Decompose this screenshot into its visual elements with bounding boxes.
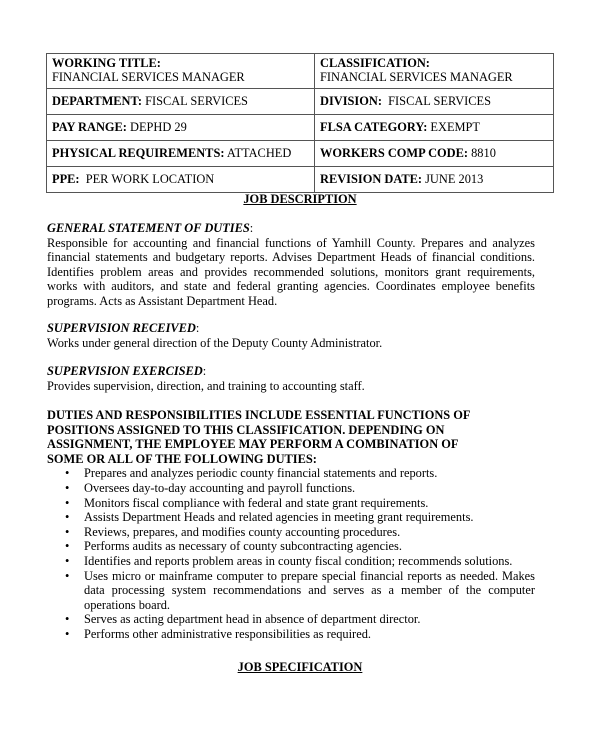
- working-title-value: FINANCIAL SERVICES MANAGER: [52, 70, 245, 84]
- general-statement-colon: :: [249, 221, 254, 235]
- flsa-cell: [315, 115, 554, 141]
- pay-range-cell: [47, 115, 315, 141]
- bullet-icon: •: [65, 524, 70, 539]
- workers-comp-label: WORKERS COMP CODE:: [320, 146, 469, 160]
- bullet-icon: •: [65, 480, 70, 495]
- flsa-label: FLSA CATEGORY:: [320, 120, 428, 134]
- ppe-cell: [47, 167, 315, 193]
- division-cell: [315, 89, 554, 115]
- supervision-exercised-section: [47, 364, 535, 393]
- pay-range-value: DEPHD 29: [126, 120, 187, 134]
- working-title-label: WORKING TITLE:: [52, 56, 161, 70]
- ppe-value: PER WORK LOCATION: [79, 172, 215, 186]
- supervision-exercised-heading: SUPERVISION EXERCISED: [47, 364, 203, 378]
- department-value: FISCAL SERVICES: [141, 94, 248, 108]
- job-description-title: JOB DESCRIPTION: [243, 192, 357, 206]
- duty-item: • Uses micro or mainframe computer to prepare special financial reports as needed. Makes data processing system recommendations and serves as a member of the computer operations board.: [65, 568, 535, 612]
- classification-value: FINANCIAL SERVICES MANAGER: [320, 70, 513, 84]
- classification-cell: [315, 54, 554, 89]
- pay-range-label: PAY RANGE:: [52, 120, 127, 134]
- duty-item: • Performs other administrative responsibilities as required.: [65, 626, 371, 641]
- duty-item: • Serves as acting department head in absence of department director.: [65, 612, 421, 627]
- general-statement-text: Responsible for accounting and financial functions of Yamhill County. Prepares and analyzes financial statements and budgetary reports. Advises Department Heads of financial conditions. Identifies problem areas and provides recommended solutions, monitors grant requirements, works with auditors, and state and federal granting agencies. Coordinates employee benefits programs. Acts as Assistant Department Head.: [47, 235, 535, 308]
- department-cell: [47, 89, 315, 115]
- duty-item: • Reviews, prepares, and modifies county accounting procedures.: [65, 524, 401, 539]
- revision-date-label: REVISION DATE:: [320, 172, 423, 186]
- supervision-received-colon: :: [195, 321, 200, 335]
- duty-item: • Prepares and analyzes periodic county financial statements and reports.: [65, 466, 438, 481]
- classification-label: CLASSIFICATION:: [320, 56, 430, 70]
- department-label: DEPARTMENT:: [52, 94, 142, 108]
- revision-date-value: JUNE 2013: [422, 172, 484, 186]
- duty-item: • Oversees day-to-day accounting and payroll functions.: [65, 480, 356, 495]
- bullet-icon: •: [65, 626, 70, 641]
- supervision-received-section: [47, 321, 535, 350]
- supervision-exercised-text: Provides supervision, direction, and training to accounting staff.: [47, 378, 365, 393]
- revision-date-cell: [315, 167, 554, 193]
- job-info-table: [46, 53, 554, 193]
- flsa-value: EXEMPT: [427, 120, 480, 134]
- bullet-icon: •: [65, 539, 70, 554]
- bullet-icon: •: [65, 553, 70, 568]
- ppe-label: PPE:: [52, 172, 80, 186]
- division-label: DIVISION:: [320, 94, 382, 108]
- duty-item: • Identifies and reports problem areas in county fiscal condition; recommends solutions.: [65, 553, 513, 568]
- general-statement-heading: GENERAL STATEMENT OF DUTIES: [47, 221, 250, 235]
- workers-comp-value: 8810: [468, 146, 496, 160]
- job-specification-title: JOB SPECIFICATION: [237, 660, 363, 674]
- duties-heading: DUTIES AND RESPONSIBILITIES INCLUDE ESSENTIAL FUNCTIONS OF POSITIONS ASSIGNED TO THIS CLASSIFICATION. DEPENDING ON ASSIGNMENT, THE EMPLOYEE MAY PERFORM A COMBINATION OF SOME OR ALL OF THE FOLLOWING DUTIES:: [47, 408, 471, 466]
- workers-comp-cell: [315, 141, 554, 167]
- general-statement-section: [47, 221, 535, 309]
- working-title-cell: [47, 54, 315, 89]
- duty-item: • Assists Department Heads and related agencies in meeting grant requirements.: [65, 510, 474, 525]
- bullet-icon: •: [65, 568, 70, 583]
- bullet-icon: •: [65, 466, 70, 481]
- supervision-exercised-colon: :: [202, 364, 207, 378]
- physical-requirements-cell: [47, 141, 315, 167]
- bullet-icon: •: [65, 495, 70, 510]
- duty-item: • Performs audits as necessary of county subcontracting agencies.: [65, 539, 402, 554]
- bullet-icon: •: [65, 510, 70, 525]
- duties-list: [47, 466, 535, 641]
- supervision-received-heading: SUPERVISION RECEIVED: [47, 321, 196, 335]
- physical-requirements-label: PHYSICAL REQUIREMENTS:: [52, 146, 225, 160]
- bullet-icon: •: [65, 612, 70, 627]
- duty-item: • Monitors fiscal compliance with federal and state grant requirements.: [65, 495, 429, 510]
- duties-section: [47, 408, 535, 642]
- division-value: FISCAL SERVICES: [381, 94, 492, 108]
- supervision-received-text: Works under general direction of the Deputy County Administrator.: [47, 335, 383, 350]
- physical-requirements-value: ATTACHED: [224, 146, 292, 160]
